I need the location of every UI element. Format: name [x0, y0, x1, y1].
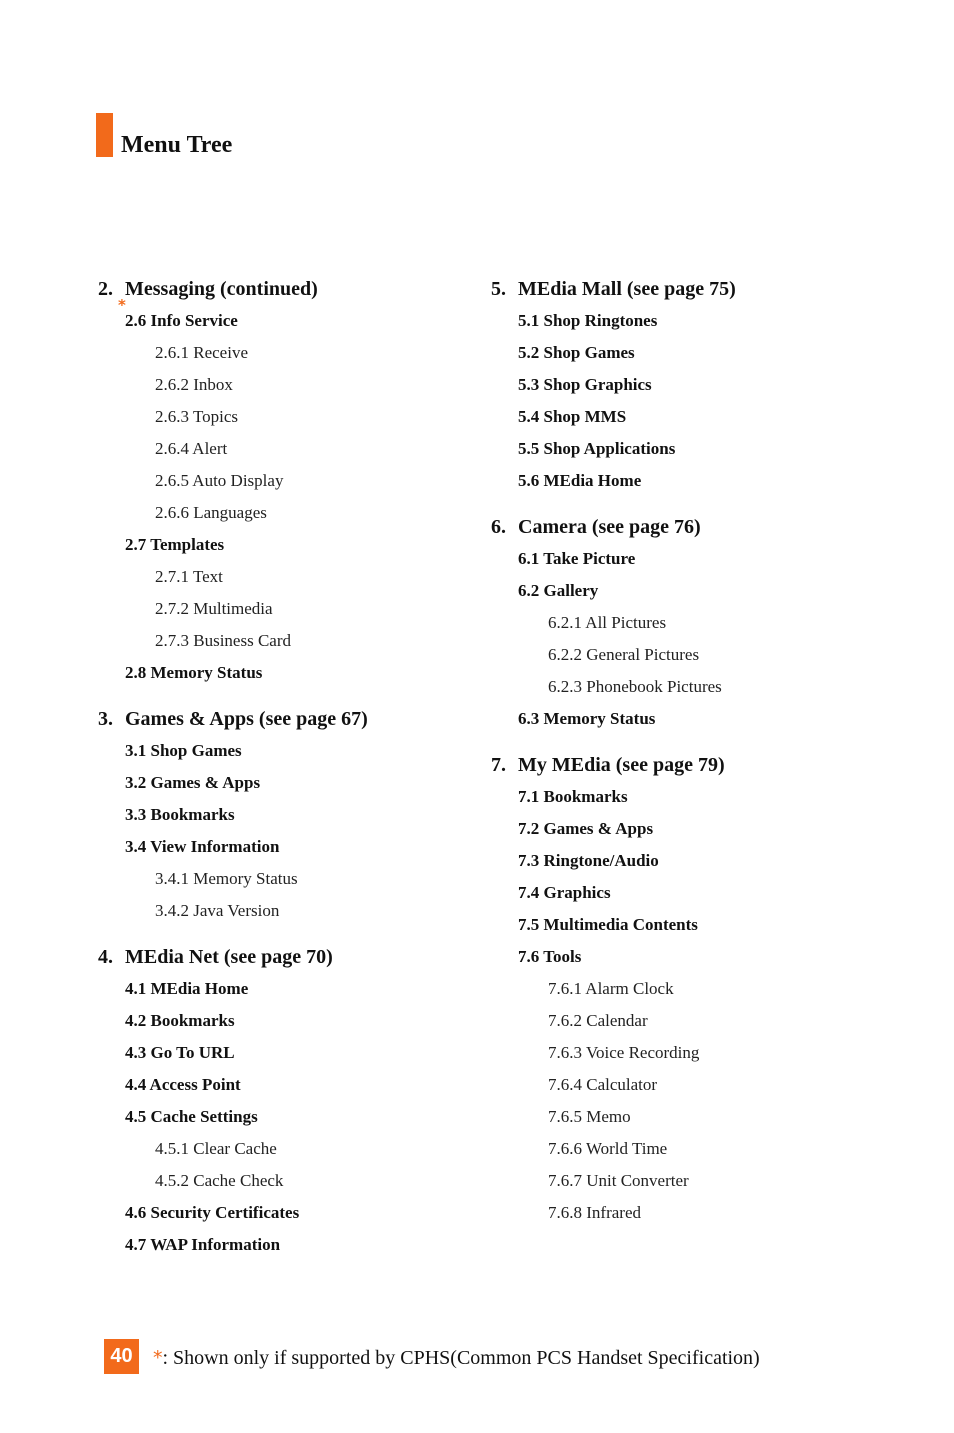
menu-item-label: 7.6.5 Memo — [548, 1107, 631, 1126]
menu-leaf-item — [98, 369, 368, 401]
menu-item-label: 2.6.6 Languages — [155, 503, 267, 522]
menu-section — [98, 273, 368, 689]
submenu-item — [491, 813, 736, 845]
menu-item-label: 5.4 Shop MMS — [518, 407, 627, 426]
section-heading — [98, 941, 368, 973]
menu-item-label: 3.4.1 Memory Status — [155, 869, 298, 888]
section-number: 6. — [491, 516, 506, 538]
submenu-item — [491, 337, 736, 369]
menu-item-label: 4.2 Bookmarks — [125, 1011, 235, 1030]
submenu-item — [98, 767, 368, 799]
menu-item-label: 4.5.1 Clear Cache — [155, 1139, 277, 1158]
submenu-item — [98, 1197, 368, 1229]
section-label: Games & Apps (see page 67) — [125, 708, 368, 730]
section-label: MEdia Net (see page 70) — [125, 946, 333, 968]
menu-item-label: 2.6 Info Service — [125, 311, 238, 330]
menu-item-label: 4.1 MEdia Home — [125, 979, 249, 998]
menu-item-label: 7.6.8 Infrared — [548, 1203, 641, 1222]
menu-item-label: 6.2.3 Phonebook Pictures — [548, 677, 722, 696]
section-number: 7. — [491, 754, 506, 776]
submenu-item — [491, 877, 736, 909]
submenu-item — [491, 781, 736, 813]
submenu-item — [491, 369, 736, 401]
section-heading — [98, 273, 368, 305]
submenu-item — [98, 1005, 368, 1037]
submenu-item — [491, 909, 736, 941]
menu-item-label: 2.7.3 Business Card — [155, 631, 291, 650]
submenu-item — [98, 1101, 368, 1133]
menu-item-label: 3.1 Shop Games — [125, 741, 242, 760]
submenu-item — [98, 657, 368, 689]
menu-item-label: 4.6 Security Certificates — [125, 1203, 300, 1222]
menu-leaf-item — [491, 1197, 736, 1229]
submenu-item — [98, 973, 368, 1005]
menu-item-label: 2.7.2 Multimedia — [155, 599, 273, 618]
footnote — [153, 1341, 760, 1375]
menu-item-label: 2.6.2 Inbox — [155, 375, 233, 394]
menu-item-label: 4.7 WAP Information — [125, 1235, 281, 1254]
menu-item-label: 4.4 Access Point — [125, 1075, 241, 1094]
menu-item-label: 5.1 Shop Ringtones — [518, 311, 658, 330]
menu-section — [491, 749, 736, 1229]
section-label: Camera (see page 76) — [518, 516, 701, 538]
menu-item-label: 4.5 Cache Settings — [125, 1107, 258, 1126]
menu-leaf-item — [491, 1133, 736, 1165]
submenu-item — [491, 401, 736, 433]
submenu-item — [491, 465, 736, 497]
section-heading — [98, 703, 368, 735]
menu-leaf-item — [491, 1101, 736, 1133]
menu-item-label: 2.7 Templates — [125, 535, 225, 554]
menu-leaf-item — [491, 1005, 736, 1037]
menu-item-label: 6.2.1 All Pictures — [548, 613, 667, 632]
submenu-item — [98, 1069, 368, 1101]
submenu-item — [98, 799, 368, 831]
page-number-badge: 40 — [104, 1339, 139, 1374]
menu-item-label: 7.5 Multimedia Contents — [518, 915, 698, 934]
menu-item-label: 7.6.3 Voice Recording — [548, 1043, 700, 1062]
section-heading — [491, 749, 736, 781]
menu-leaf-item — [491, 607, 736, 639]
menu-section — [98, 941, 368, 1261]
section-label: My MEdia (see page 79) — [518, 754, 725, 776]
menu-item-label: 4.5.2 Cache Check — [155, 1171, 284, 1190]
menu-item-label: 3.4 View Information — [125, 837, 280, 856]
menu-item-label: 7.1 Bookmarks — [518, 787, 628, 806]
menu-item-label: 2.6.1 Receive — [155, 343, 248, 362]
menu-item-label: 7.6.1 Alarm Clock — [548, 979, 674, 998]
section-number: 5. — [491, 278, 506, 300]
submenu-item — [491, 575, 736, 607]
submenu-item — [98, 1229, 368, 1261]
submenu-item — [98, 529, 368, 561]
submenu-item — [491, 703, 736, 735]
menu-section — [98, 703, 368, 927]
menu-leaf-item — [491, 639, 736, 671]
menu-section — [491, 511, 736, 735]
section-heading — [491, 511, 736, 543]
menu-item-label: 7.6.4 Calculator — [548, 1075, 658, 1094]
menu-leaf-item — [98, 895, 368, 927]
menu-item-label: 6.1 Take Picture — [518, 549, 636, 568]
submenu-item — [491, 941, 736, 973]
menu-section — [491, 273, 736, 497]
submenu-item — [98, 296, 368, 337]
menu-leaf-item — [491, 1165, 736, 1197]
menu-item-label: 2.8 Memory Status — [125, 663, 263, 682]
menu-item-label: 2.6.5 Auto Display — [155, 471, 284, 490]
page-title: Menu Tree — [121, 132, 233, 158]
menu-item-label: 3.3 Bookmarks — [125, 805, 235, 824]
section-heading — [491, 273, 736, 305]
menu-leaf-item — [98, 1133, 368, 1165]
menu-item-label: 7.4 Graphics — [518, 883, 611, 902]
menu-leaf-item — [98, 561, 368, 593]
menu-column-right — [491, 273, 736, 1243]
cphs-star-icon: * — [118, 296, 126, 314]
menu-leaf-item — [98, 337, 368, 369]
menu-leaf-item — [491, 1069, 736, 1101]
menu-column-left — [98, 273, 368, 1275]
menu-item-label: 7.6.7 Unit Converter — [548, 1171, 689, 1190]
menu-leaf-item — [98, 401, 368, 433]
submenu-item — [98, 1037, 368, 1069]
menu-leaf-item — [98, 433, 368, 465]
menu-item-label: 5.2 Shop Games — [518, 343, 635, 362]
header-accent-bar — [96, 113, 113, 157]
menu-item-label: 5.5 Shop Applications — [518, 439, 676, 458]
submenu-item — [491, 845, 736, 877]
submenu-item — [491, 305, 736, 337]
menu-item-label: 7.6.6 World Time — [548, 1139, 668, 1158]
menu-item-label: 7.3 Ringtone/Audio — [518, 851, 659, 870]
submenu-item — [98, 831, 368, 863]
menu-leaf-item — [98, 593, 368, 625]
menu-item-label: 6.3 Memory Status — [518, 709, 656, 728]
section-label: Messaging (continued) — [125, 278, 318, 300]
menu-leaf-item — [491, 1037, 736, 1069]
submenu-item — [491, 543, 736, 575]
menu-item-label: 2.6.3 Topics — [155, 407, 239, 426]
submenu-item — [98, 735, 368, 767]
footnote-text: : Shown only if supported by CPHS(Common PCS Handset Specification) — [162, 1347, 760, 1369]
menu-leaf-item — [98, 1165, 368, 1197]
section-number: 4. — [98, 946, 113, 968]
menu-item-label: 3.2 Games & Apps — [125, 773, 261, 792]
menu-item-label: 6.2 Gallery — [518, 581, 599, 600]
menu-item-label: 7.6 Tools — [518, 947, 582, 966]
menu-leaf-item — [98, 863, 368, 895]
menu-leaf-item — [491, 671, 736, 703]
menu-item-label: 7.2 Games & Apps — [518, 819, 654, 838]
menu-leaf-item — [98, 625, 368, 657]
menu-item-label: 4.3 Go To URL — [125, 1043, 235, 1062]
menu-item-label: 3.4.2 Java Version — [155, 901, 280, 920]
menu-leaf-item — [98, 465, 368, 497]
section-label: MEdia Mall (see page 75) — [518, 278, 736, 300]
section-number: 3. — [98, 708, 113, 730]
menu-leaf-item — [491, 973, 736, 1005]
menu-item-label: 2.6.4 Alert — [155, 439, 228, 458]
footnote-star-icon: * — [153, 1347, 163, 1369]
menu-item-label: 5.3 Shop Graphics — [518, 375, 652, 394]
menu-leaf-item — [98, 497, 368, 529]
menu-item-label: 7.6.2 Calendar — [548, 1011, 648, 1030]
menu-item-label: 5.6 MEdia Home — [518, 471, 642, 490]
submenu-item — [491, 433, 736, 465]
menu-item-label: 6.2.2 General Pictures — [548, 645, 700, 664]
menu-item-label: 2.7.1 Text — [155, 567, 223, 586]
section-number: 2. — [98, 278, 113, 300]
